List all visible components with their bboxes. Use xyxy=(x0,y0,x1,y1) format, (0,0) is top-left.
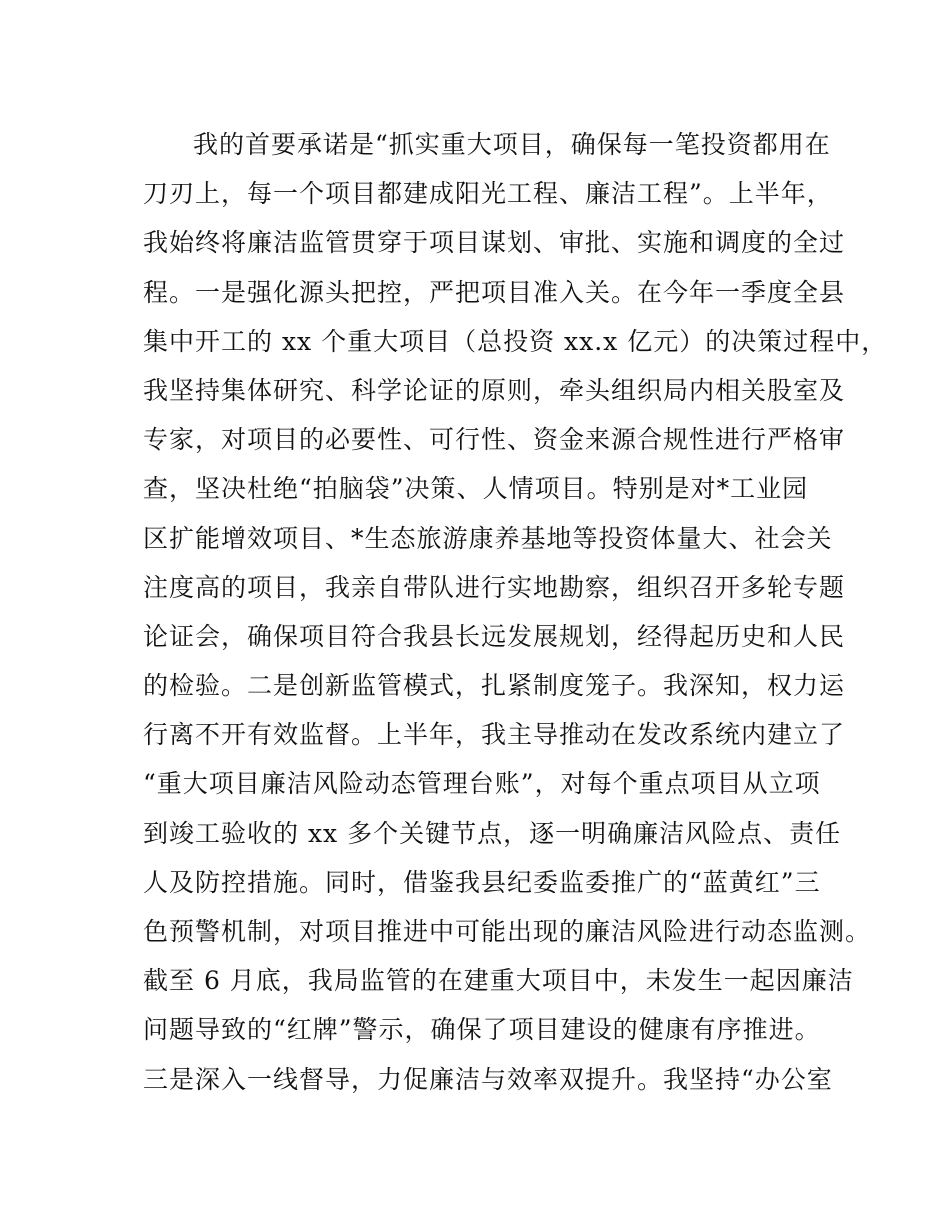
text-line: 程。一是强化源头把控，严把项目准入关。在今年一季度全县 xyxy=(143,277,846,307)
body-paragraph xyxy=(143,120,888,1104)
text-line: 我的首要承诺是“抓实重大项目，确保每一笔投资都用在 xyxy=(193,130,831,159)
text-line: 问题导致的“红牌”警示，确保了项目建设的健康有序推进。 xyxy=(143,1015,821,1045)
text-line: 到竣工验收的 xx 多个关键节点，逐一明确廉洁风险点、责任 xyxy=(143,818,842,848)
text-line: 人及防控措施。同时，借鉴我县纪委监委推广的“蓝黄红”三 xyxy=(143,867,821,897)
text-line: 注度高的项目，我亲自带队进行实地勘察，组织召开多轮专题 xyxy=(143,572,846,602)
text-line: 查，坚决杜绝“拍脑袋”决策、人情项目。特别是对*工业园 xyxy=(143,474,809,504)
text-line: “重大项目廉洁风险动态管理台账”，对每个重点项目从立项 xyxy=(143,769,821,799)
text-line: 色预警机制，对项目推进中可能出现的廉洁风险进行动态监测。 xyxy=(143,917,872,946)
text-line: 刀刃上，每一个项目都建成阳光工程、廉洁工程”。上半年， xyxy=(143,179,833,209)
text-line: 我坚持集体研究、科学论证的原则，牵头组织局内相关股室及 xyxy=(143,375,846,405)
text-line: 我始终将廉洁监管贯穿于项目谋划、审批、实施和调度的全过 xyxy=(143,228,846,258)
text-line: 的检验。二是创新监管模式，扎紧制度笼子。我深知，权力运 xyxy=(143,671,846,701)
text-line: 行离不开有效监督。上半年，我主导推动在发改系统内建立了 xyxy=(143,720,846,750)
text-line: 截至 6 月底，我局监管的在建重大项目中，未发生一起因廉洁 xyxy=(143,966,854,996)
text-line: 集中开工的 xx 个重大项目（总投资 xx.x 亿元）的决策过程中， xyxy=(143,326,888,356)
text-line: 论证会，确保项目符合我县长远发展规划，经得起历史和人民 xyxy=(143,621,846,651)
text-line: 区扩能增效项目、*生态旅游康养基地等投资体量大、社会关 xyxy=(143,523,833,553)
text-line: 三是深入一线督导，力促廉洁与效率双提升。我坚持“办公室 xyxy=(143,1064,833,1094)
text-line: 专家，对项目的必要性、可行性、资金来源合规性进行严格审 xyxy=(143,425,846,455)
